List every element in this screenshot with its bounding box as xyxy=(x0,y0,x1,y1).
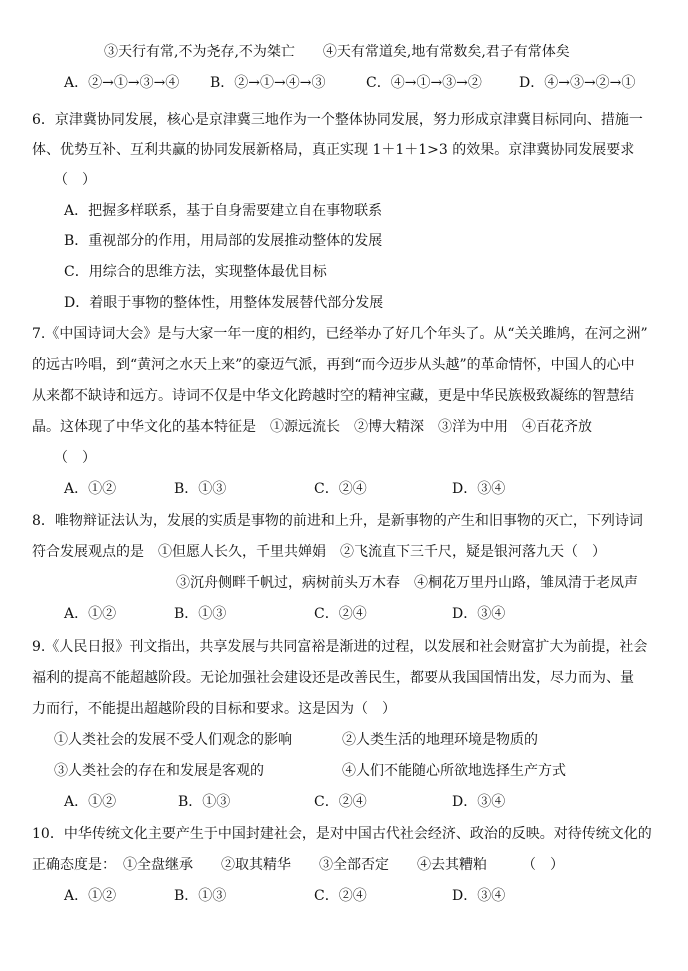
option-a[interactable]: A．②→①→③→④ xyxy=(64,75,180,91)
q7-answer-blank: （ ） xyxy=(54,450,96,466)
q8-option-d[interactable]: D．③④ xyxy=(452,606,506,622)
q8-option-a[interactable]: A．①② xyxy=(64,606,117,622)
q8-option-c[interactable]: C．②④ xyxy=(314,606,367,622)
option-d[interactable]: D．④→③→②→① xyxy=(519,75,636,91)
option-b[interactable]: B．②→①→④→③ xyxy=(210,75,326,91)
q9-stem-line3: 力而行，不能提出超越阶段的目标和要求。这是因为（ ） xyxy=(32,701,396,717)
q8-stem-line2: 符合发展观点的是 ①但愿人长久，千里共婵娟 ②飞流直下三千尺，疑是银河落九天（ ） xyxy=(32,544,606,560)
q10-option-c[interactable]: C．②④ xyxy=(314,888,367,904)
q6-answer-blank: （ ） xyxy=(54,172,96,188)
q6-stem-line1: 6．京津冀协同发展，核心是京津冀三地作为一个整体协同发展，努力形成京津冀目标同向、措施一 xyxy=(32,112,643,128)
q10-option-d[interactable]: D．③④ xyxy=(452,888,506,904)
q6-option-d[interactable]: D．着眼于事物的整体性，用整体发展替代部分发展 xyxy=(64,295,384,311)
q7-option-b[interactable]: B．①③ xyxy=(174,481,227,497)
q7-option-a[interactable]: A．①② xyxy=(64,481,117,497)
q9-option-a[interactable]: A．①② xyxy=(64,794,117,810)
q9-statement-3: ③人类社会的存在和发展是客观的 xyxy=(54,763,264,779)
q7-stem-line3: 从来都不缺诗和远方。诗词不仅是中华文化跨越时空的精神宝藏，更是中华民族极致凝练的智慧结 xyxy=(32,388,634,404)
q7-stem-line2: 的远古吟唱，到“黄河之水天上来”的豪迈气派，再到“而今迈步从头越”的革命情怀，中国人的心中 xyxy=(32,357,635,373)
q7-stem-line1: 7.《中国诗词大会》是与大家一年一度的相约，已经举办了好几个年头了。从“关关雎鸠，在河之洲” xyxy=(32,326,648,342)
q8-stem-line3: ③沉舟侧畔千帆过，病树前头万木春 ④桐花万里丹山路，雏凤清于老凤声 xyxy=(176,575,638,591)
q7-stem-line4: 晶。这体现了中华文化的基本特征是 ①源远流长 ②博大精深 ③洋为中用 ④百花齐放 xyxy=(32,419,592,435)
q10-stem-line1: 10．中华传统文化主要产生于中国封建社会，是对中国古代社会经济、政治的反映。对待传统文化的 xyxy=(32,826,652,842)
q10-stem-line2: 正确态度是： ①全盘继承 ②取其精华 ③全部否定 ④去其糟粕 （ ） xyxy=(32,857,564,873)
q9-statement-1: ①人类社会的发展不受人们观念的影响 xyxy=(54,732,292,748)
q9-statement-2: ②人类生活的地理环境是物质的 xyxy=(342,732,538,748)
q6-option-c[interactable]: C．用综合的思维方法，实现整体最优目标 xyxy=(64,264,327,280)
q9-option-c[interactable]: C．②④ xyxy=(314,794,367,810)
statement-3-4: ③天行有常,不为尧存,不为桀亡 ④天有常道矣,地有常数矣,君子有常体矣 xyxy=(104,44,570,60)
q8-stem-line1: 8．唯物辩证法认为，发展的实质是事物的前进和上升，是新事物的产生和旧事物的灭亡，下列诗词 xyxy=(32,513,643,529)
q9-option-b[interactable]: B．①③ xyxy=(178,794,231,810)
q7-option-c[interactable]: C．②④ xyxy=(314,481,367,497)
q9-stem-line2: 福利的提高不能超越阶段。无论加强社会建设还是改善民生，都要从我国国情出发，尽力而为、量 xyxy=(32,670,634,686)
q9-statement-4: ④人们不能随心所欲地选择生产方式 xyxy=(342,763,566,779)
q6-option-b[interactable]: B．重视部分的作用，用局部的发展推动整体的发展 xyxy=(64,233,383,249)
q10-option-b[interactable]: B．①③ xyxy=(174,888,227,904)
q8-option-b[interactable]: B．①③ xyxy=(174,606,227,622)
q10-option-a[interactable]: A．①② xyxy=(64,888,117,904)
q9-option-d[interactable]: D．③④ xyxy=(452,794,506,810)
q9-stem-line1: 9.《人民日报》刊文指出，共享发展与共同富裕是渐进的过程，以发展和社会财富扩大为前提，社会 xyxy=(32,639,648,655)
q6-option-a[interactable]: A．把握多样联系，基于自身需要建立自在事物联系 xyxy=(64,203,383,219)
option-c[interactable]: C．④→①→③→② xyxy=(366,75,482,91)
q7-option-d[interactable]: D．③④ xyxy=(452,481,506,497)
q6-stem-line2: 体、优势互补、互利共赢的协同发展新格局，真正实现 1＋1＋1>3 的效果。京津冀协同发展要求 xyxy=(32,142,635,158)
